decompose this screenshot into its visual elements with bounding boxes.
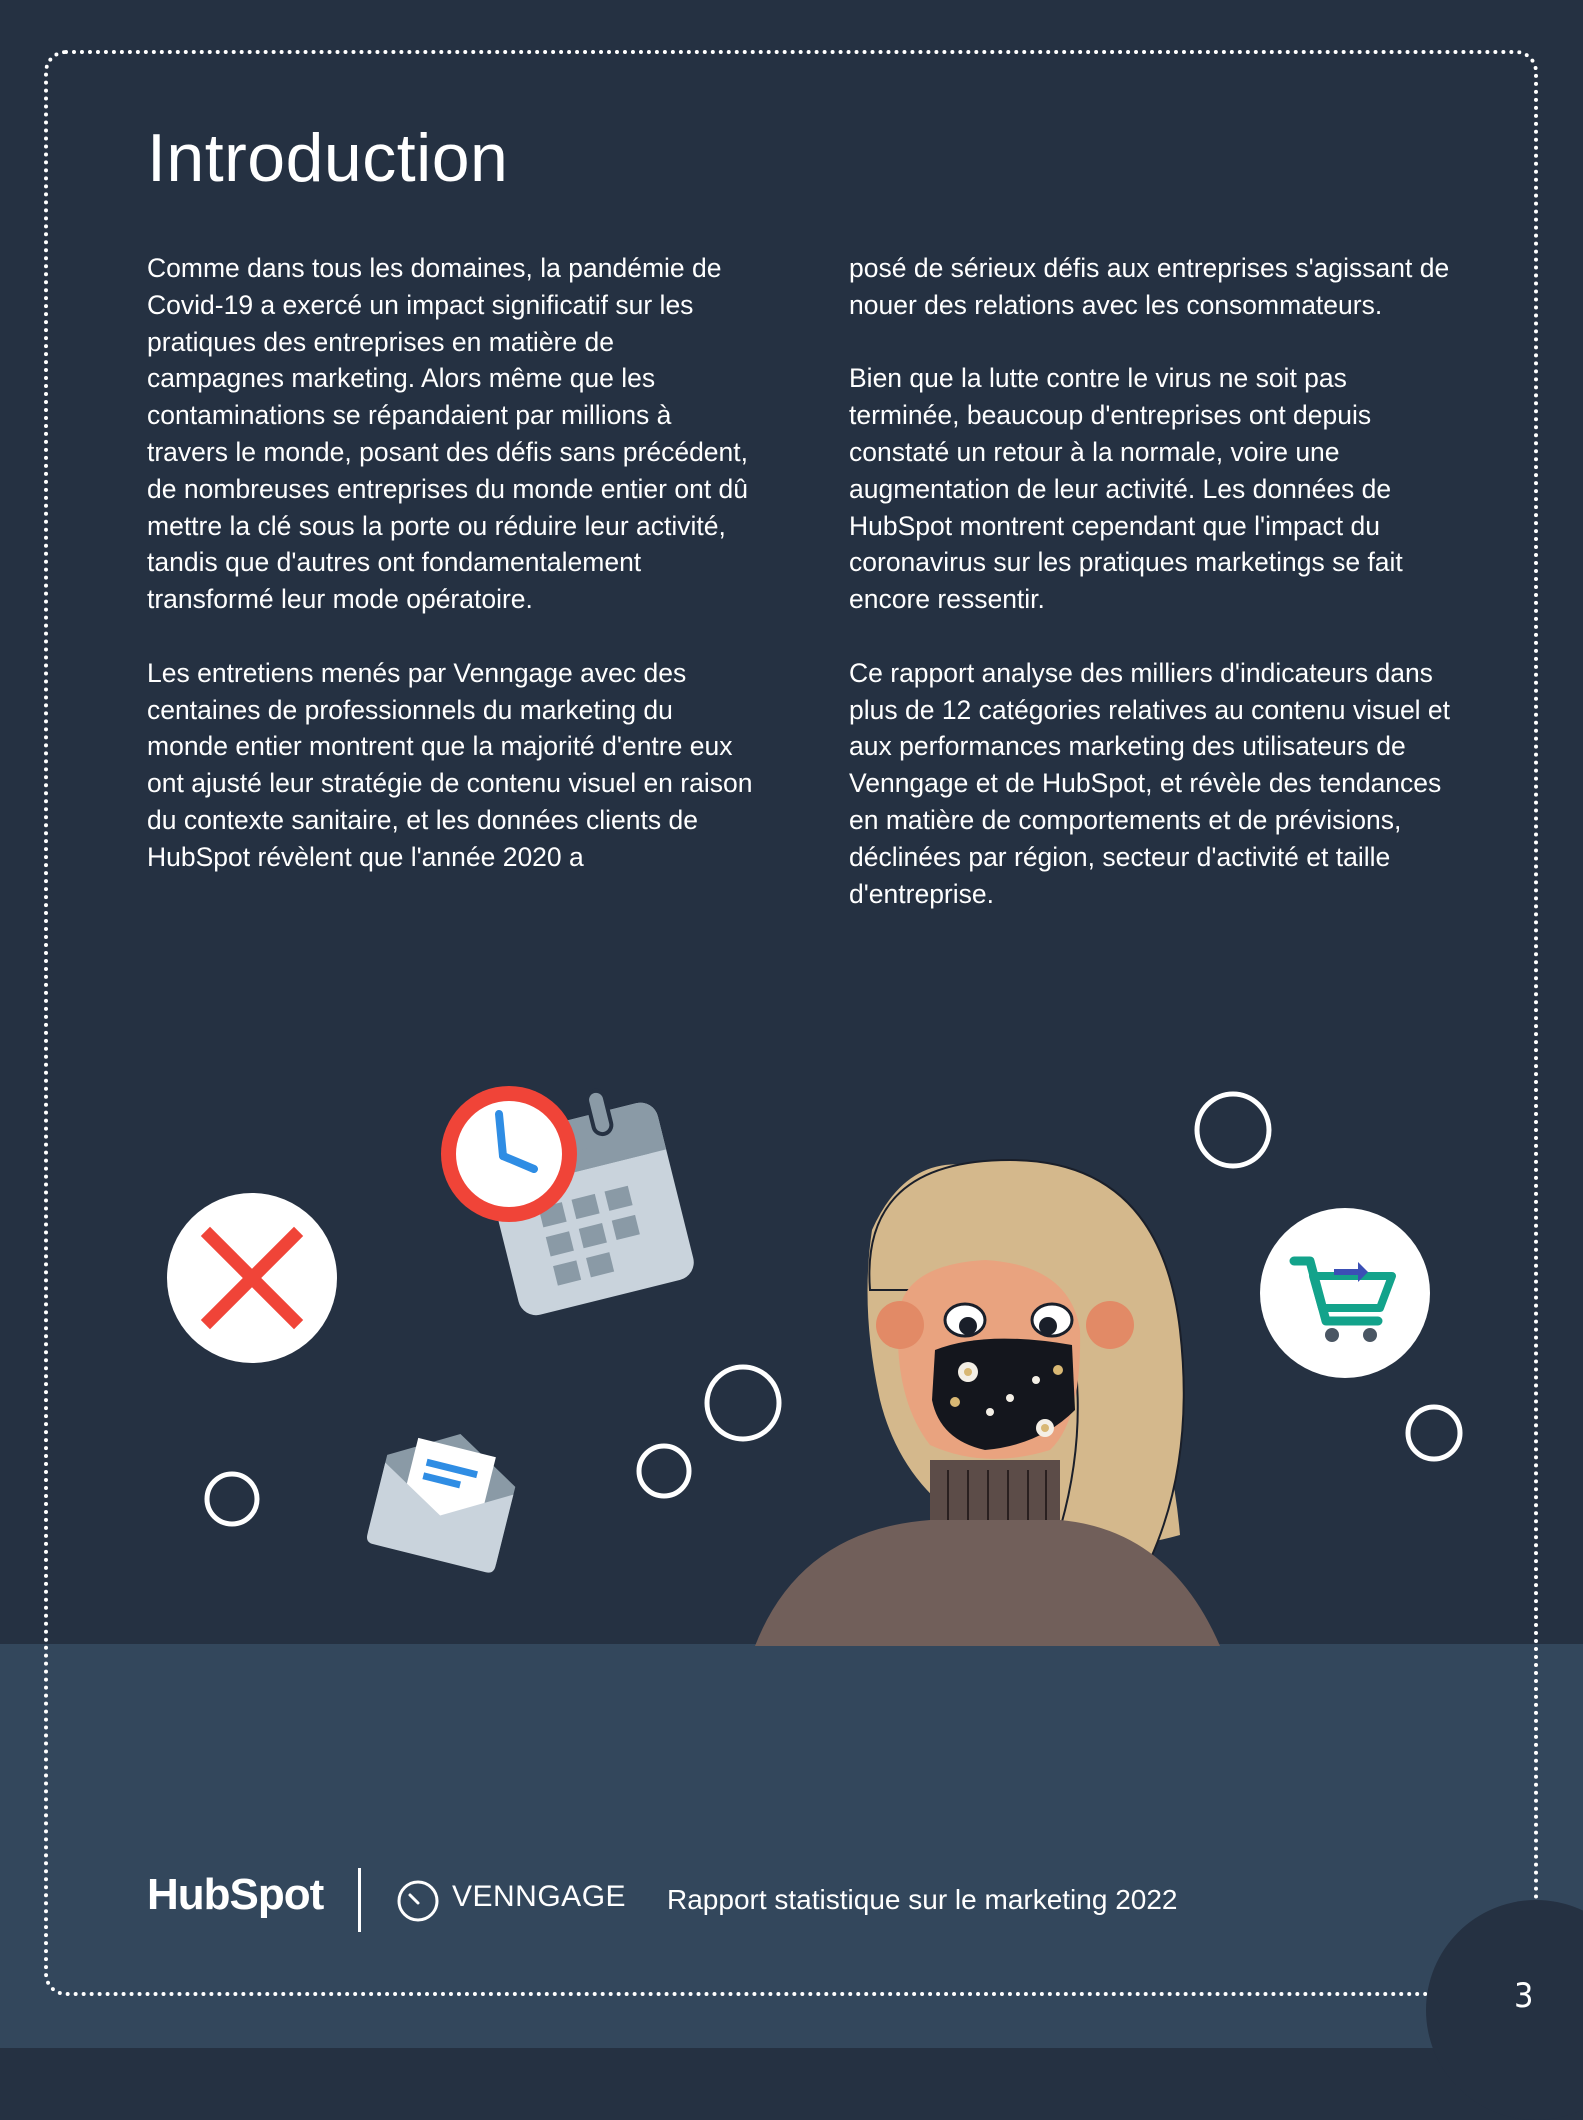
venngage-icon [396, 1879, 440, 1923]
ring-decoration [207, 1474, 257, 1524]
close-icon [167, 1193, 337, 1363]
clock-icon [441, 1086, 577, 1222]
venngage-logo: VENNGAGE [452, 1880, 627, 1913]
shopping-cart-icon [1260, 1208, 1430, 1378]
ring-decoration [707, 1367, 779, 1439]
text-column-right [849, 250, 1459, 949]
paragraph: Bien que la lutte contre le virus ne soit pas terminée, beaucoup d'entreprises ont depuis constaté un retour à la normale, voire une augmentation de leur activité. Les données de HubSpot montrent cependant que l'impact du coronavirus sur les pratiques marketings se fait encore ressentir. [849, 363, 1403, 615]
report-title: Rapport statistique sur le marketing 2022 [667, 1884, 1178, 1915]
footer-divider [358, 1868, 361, 1932]
page-title: Introduction [147, 120, 509, 196]
page-number: 3 [1514, 1976, 1534, 2016]
envelope-icon [365, 1418, 524, 1574]
paragraph: posé de sérieux défis aux entreprises s'agissant de nouer des relations avec les consommateurs. [849, 253, 1450, 320]
hubspot-logo: HubSpot [147, 1870, 324, 1919]
ring-decoration [1408, 1407, 1460, 1459]
masked-woman-illustration [755, 1160, 1220, 1646]
paragraph: Comme dans tous les domaines, la pandémie de Covid-19 a exercé un impact significatif sur les pratiques des entreprises en matière de campagnes marketing. Alors même que les contaminations se répandaient par millions à travers le monde, posant des défis sans précédent, de nombreuses entreprises du monde entier ont dû mettre la clé sous la porte ou réduire leur activité, tandis que d'autres ont fondamentalement transformé leur mode opératoire. [147, 253, 749, 615]
ring-decoration [1197, 1094, 1269, 1166]
paragraph: Ce rapport analyse des milliers d'indicateurs dans plus de 12 catégories relatives au contenu visuel et aux performances marketing des utilisateurs de Venngage et de HubSpot, et révèle des tendances en matière de comportements et de prévisions, déclinées par région, secteur d'activité et taille d'entreprise. [849, 657, 1451, 909]
illustration [0, 1050, 1583, 1650]
paragraph: Les entretiens menés par Venngage avec des centaines de professionnels du marketing du monde entier montrent que la majorité d'entre eux ont ajusté leur stratégie de contenu visuel en raison du contexte sanitaire, et les données clients de HubSpot révèlent que l'année 2020 a [147, 657, 753, 872]
ring-decoration [639, 1446, 689, 1496]
text-column-left [147, 250, 757, 912]
